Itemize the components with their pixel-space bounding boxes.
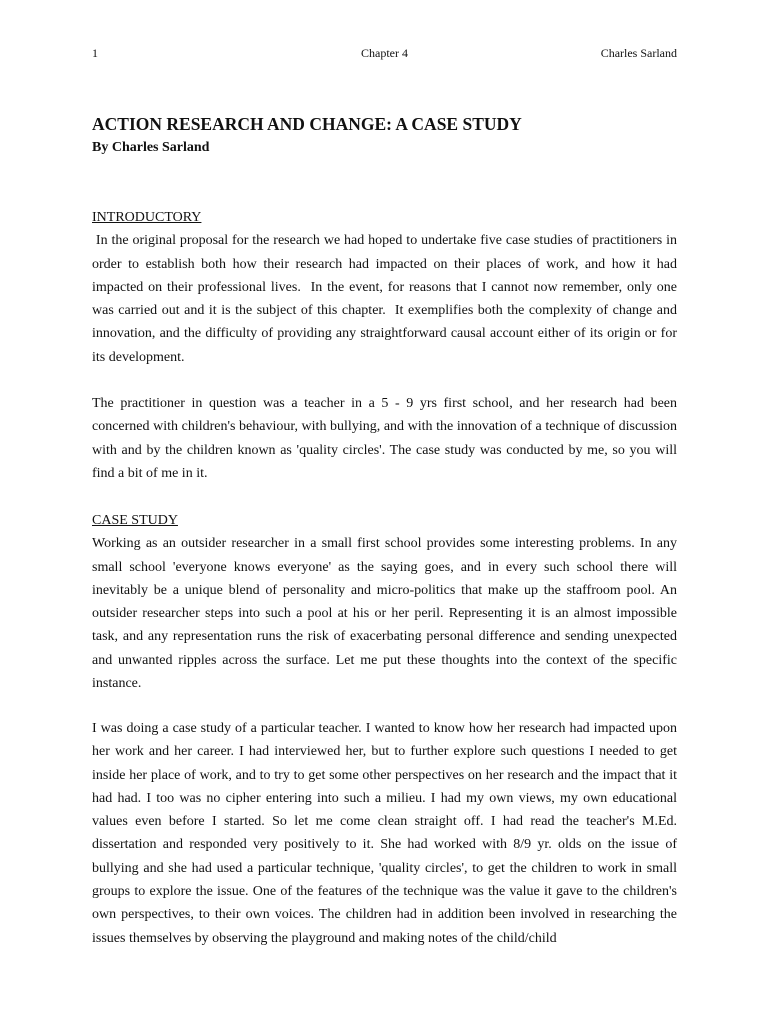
introductory-paragraph-2: The practitioner in question was a teacher in a 5 - 9 yrs first school, and her research had been concerned with children's behaviour, with bullying, and with the innovation of a technique of discussion with and by the children known as 'quality circles'. The case study was conducted by me, so you will find a bit of me in it. <box>92 396 677 481</box>
document-title: ACTION RESEARCH AND CHANGE: A CASE STUDY <box>92 114 522 134</box>
running-header <box>92 45 677 61</box>
header-author: Charles Sarland <box>600 46 677 60</box>
case-study-heading: CASE STUDY <box>92 513 178 528</box>
introductory-heading: INTRODUCTORY <box>92 210 202 225</box>
introductory-section-continued <box>92 392 677 485</box>
page-number: 1 <box>92 46 98 60</box>
document-byline: By Charles Sarland <box>92 140 210 155</box>
chapter-label: Chapter 4 <box>361 46 408 60</box>
introductory-section <box>92 206 681 369</box>
case-study-paragraph-1: Working as an outsider researcher in a small first school provides some interesting problems. In any small school 'everyone knows everyone' as the saying goes, and in every such school there will inevitably be a unique blend of personality and micro-politics that make up the staffroom pool. An outsider researcher steps into such a pool at his or her peril. Representing it is an almost impossible task, and any representation runs the risk of exacerbating personal difference and sending unexpected and unwanted ripples across the surface. Let me put these thoughts into the context of the specific instance. <box>92 536 677 692</box>
case-study-paragraph-2: I was doing a case study of a particular teacher. I wanted to know how her research had impacted upon her work and her career. I had interviewed her, but to further explore such questions I needed to get inside her place of work, and to try to get some other perspectives on her research and the impact that it had had. I too was no cipher entering into such a milieu. I had my own views, my own educational values even before I started. So let me come clean straight off. I had read the teacher's M.Ed. dissertation and responded very positively to it. She had worked with 8/9 yr. olds on the issue of bullying and she had used a particular technique, 'quality circles', to get the children to work in small groups to explore the issue. One of the features of the technique was the value it gave to the children's own perspectives, to their own voices. The children had in addition been involved in researching the issues themselves by observing the playground and making notes of the child/child <box>92 721 677 946</box>
case-study-section <box>92 509 677 695</box>
introductory-paragraph-1: In the original proposal for the research we had hoped to undertake five case studies of practitioners in order to establish both how their research had impacted on their places of work, and how it had impacted on their professional lives. In the event, for reasons that I cannot now remember, only one was carried out and it is the subject of this chapter. It exemplifies both the complexity of change and innovation, and the difficulty of providing any straightforward causal account either of its origin or for its development. <box>92 233 681 365</box>
case-study-section-continued <box>92 717 677 950</box>
